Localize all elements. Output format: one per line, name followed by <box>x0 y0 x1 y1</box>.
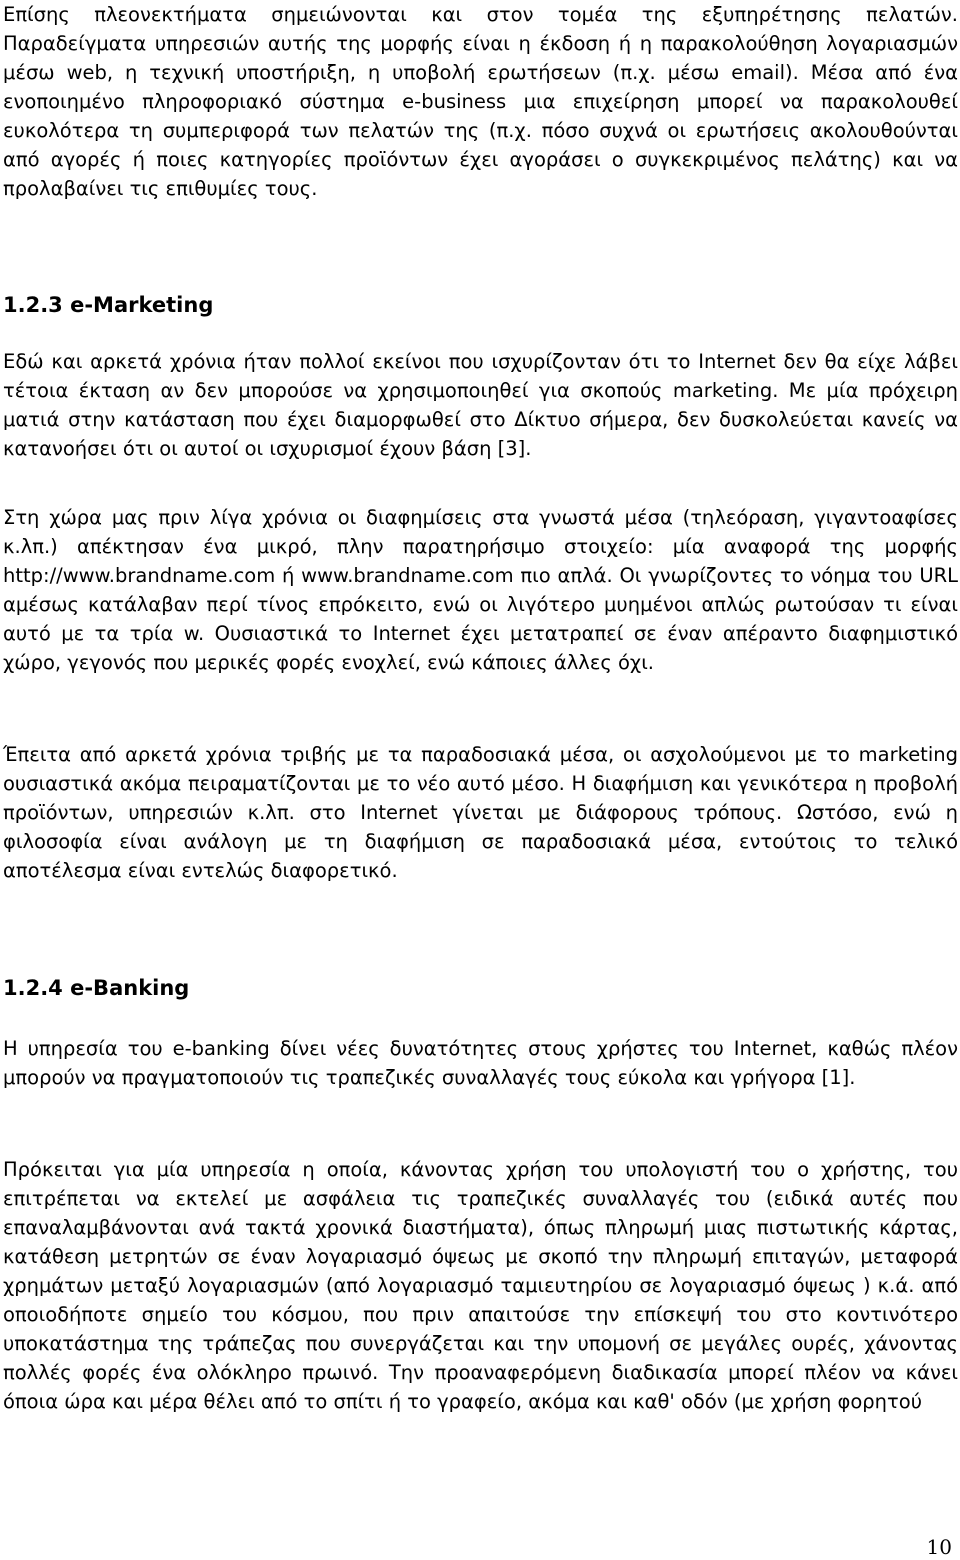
paragraph-e-banking-details: Πρόκειται για μία υπηρεσία η οποία, κάνοντας χρήση του υπολογιστή του ο χρήστης, του επιτρέπεται να εκτελεί με ασφάλεια τις τραπεζικές συναλλαγές του (ειδικά αυτές που επαναλαμβάνονται ανά τακτά χρονικά διαστήματα), όπως πληρωμή μιας πιστωτικής κάρτας, κατάθεση μετρητών σε έναν λογαριασμό όψεως με σκοπό την πληρωμή επιταγών, μεταφορά χρημάτων μεταξύ λογαριασμών (από λογαριασμό ταμιευτηρίου σε λογαριασμό όψεως ) κ.ά. από οποιοδήποτε σημείο του κόσμου, που πριν απαιτούσε την επίσκεψή του στο κοντινότερο υποκατάστημα της τράπεζας που συνεργάζεται και την υπομονή σε μεγάλες ουρές, χάνοντας πολλές φορές ένα ολόκληρο πρωινό. Την προαναφερόμενη διαδικασία μπορεί πλέον να κάνει όποια ώρα και μέρα θέλει από το σπίτι ή το γραφείο, ακόμα και καθ' οδόν (με χρήση φορητού <box>3 1158 958 1413</box>
section-heading-e-marketing: 1.2.3 e-Marketing <box>3 293 214 317</box>
page-number: 10 <box>926 1535 952 1559</box>
paragraph-e-marketing-intro: Εδώ και αρκετά χρόνια ήταν πολλοί εκείνοι που ισχυρίζονταν ότι το Internet δεν θα είχε λάβει τέτοια έκταση αν δεν μπορούσε να χρησιμοποιηθεί για σκοπούς marketing. Με μία πρόχειρη ματιά στην κατάσταση που έχει διαμορφωθεί στο Δίκτυο σήμερα, δεν δυσκολεύεται κανείς να κατανοήσει ότι οι αυτοί οι ισχυρισμοί έχουν βάση [3]. <box>3 350 958 460</box>
paragraph-e-marketing-experimentation: Έπειτα από αρκετά χρόνια τριβής με τα παραδοσιακά μέσα, οι ασχολούμενοι με το marketing ουσιαστικά ακόμα πειραματίζονται με το νέο αυτό μέσο. Η διαφήμιση και γενικότερα η προβολή προϊόντων, υπηρεσιών κ.λπ. στο Internet γίνεται με διάφορους τρόπους. Ωστόσο, ενώ η φιλοσοφία είναι ανάλογη με τη διαφήμιση σε παραδοσιακά μέσα, εντούτοις το τελικό αποτέλεσμα είναι εντελώς διαφορετικό. <box>3 743 958 882</box>
paragraph-customer-service: Επίσης πλεονεκτήματα σημειώνονται και στον τομέα της εξυπηρέτησης πελατών. Παραδείγματα υπηρεσιών αυτής της μορφής είναι η έκδοση ή η παρακολούθηση λογαριασμών μέσω web, η τεχνική υποστήριξη, η υποβολή ερωτήσεων (π.χ. μέσω email). Μέσα από ένα ενοποιημένο πληροφοριακό σύστημα e-business μια επιχείρηση μπορεί να παρακολουθεί ευκολότερα τη συμπεριφορά των πελατών της (π.χ. πόσο συχνά οι ερωτήσεις ακολουθούνται από αγορές ή ποιες κατηγορίες προϊόντων έχει αγοράσει ο συγκεκριμένος πελάτης) και να προλαβαίνει τις επιθυμίες τους. <box>3 3 958 200</box>
paragraph-e-banking-intro: Η υπηρεσία του e-banking δίνει νέες δυνατότητες στους χρήστες του Internet, καθώς πλέον μπορούν να πραγματοποιούν τις τραπεζικές συναλλαγές τους εύκολα και γρήγορα [1]. <box>3 1037 958 1089</box>
paragraph-e-marketing-advertising: Στη χώρα μας πριν λίγα χρόνια οι διαφημίσεις στα γνωστά μέσα (τηλεόραση, γιγαντοαφίσες κ.λπ.) απέκτησαν ένα μικρό, πλην παρατηρήσιμο στοιχείο: μία αναφορά της μορφής http://www.brandname.com ή www.brandname.com πιο απλά. Οι γνωρίζοντες το νόημα του URL αμέσως κατάλαβαν περί τίνος επρόκειτο, ενώ οι λιγότερο μυημένοι απλώς ρωτούσαν τι είναι αυτό με τα τρία w. Ουσιαστικά το Internet έχει μετατραπεί σε έναν απέραντο διαφημιστικό χώρο, γεγονός που μερικές φορές ενοχλεί, ενώ κάποιες άλλες όχι. <box>3 506 958 674</box>
section-heading-e-banking: 1.2.4 e-Banking <box>3 976 190 1000</box>
